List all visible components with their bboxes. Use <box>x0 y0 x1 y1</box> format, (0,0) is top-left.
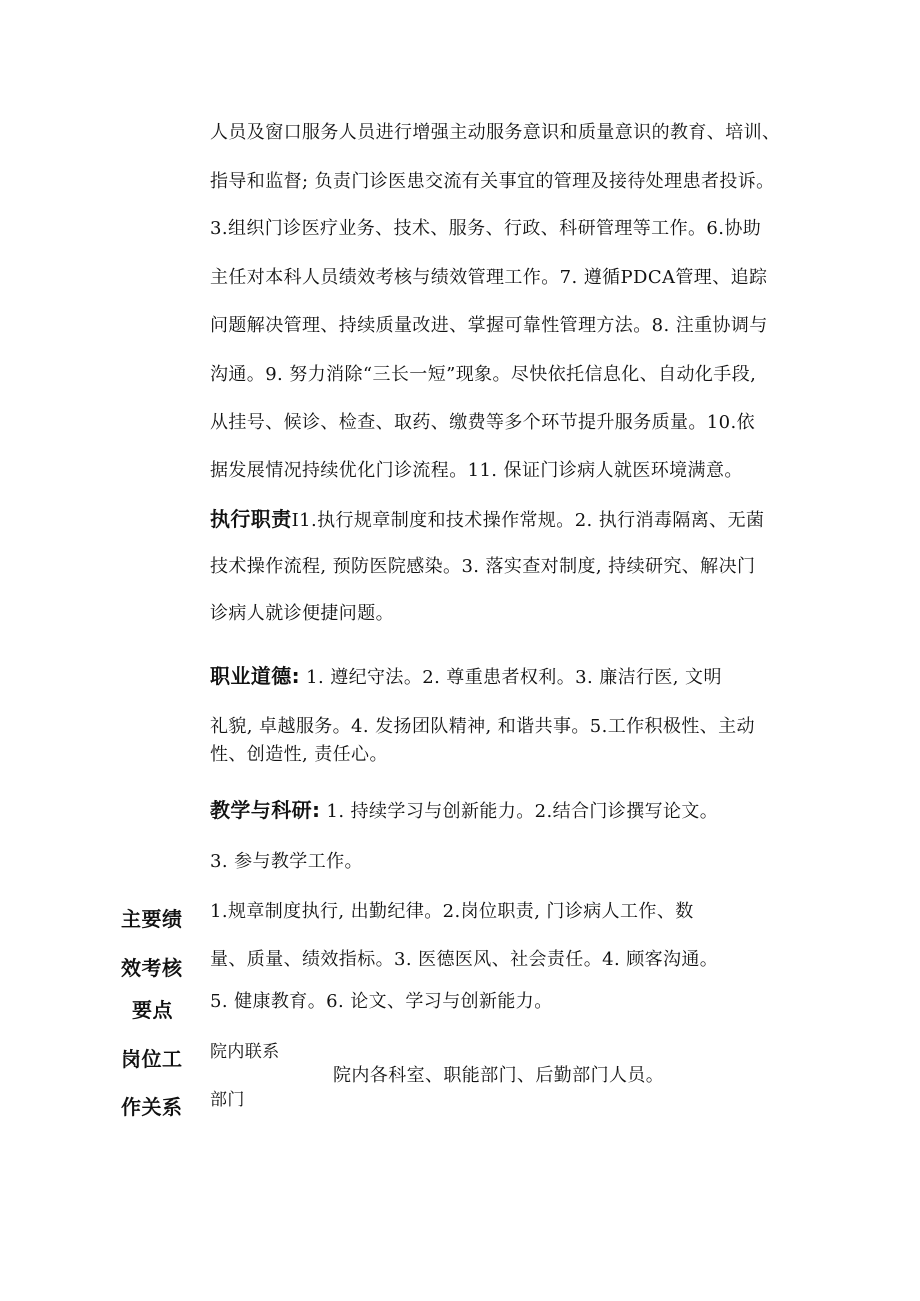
performance-label: 效考核 <box>121 956 183 980</box>
performance-label: 要点 <box>132 998 173 1022</box>
ethics-line: 1. 遵纪守法。2. 尊重患者权利。3. 廉洁行医, 文明 <box>300 667 722 688</box>
execution-line: 诊病人就诊便捷问题。 <box>210 603 394 624</box>
relations-label: 岗位工 <box>121 1047 183 1071</box>
management-line: 从挂号、候诊、检查、取药、缴费等多个环节提升服务质量。10.依 <box>210 412 756 433</box>
execution-line: I1.执行规章制度和技术操作常规。2. 执行消毒隔离、无菌 <box>291 510 765 531</box>
ethics-section <box>210 664 722 690</box>
performance-label: 主要绩 <box>121 907 183 931</box>
management-line: 主任对本科人员绩效考核与绩效管理工作。7. 遵循PDCA管理、追踪 <box>210 267 768 288</box>
performance-line: 1.规章制度执行, 出勤纪律。2.岗位职责, 门诊病人工作、数 <box>210 901 694 922</box>
execution-heading: 执行职责 <box>210 507 292 531</box>
teaching-section <box>210 798 718 824</box>
relations-sub-label: 院内联系 <box>210 1042 280 1062</box>
execution-section <box>210 507 764 533</box>
ethics-line: 礼貌, 卓越服务。4. 发扬团队精神, 和谐共事。5.工作积极性、主动 <box>210 716 755 737</box>
performance-line: 5. 健康教育。6. 论文、学习与创新能力。 <box>210 991 553 1012</box>
relations-label: 作关系 <box>121 1095 183 1119</box>
management-line: 问题解决管理、持续质量改进、掌握可靠性管理方法。8. 注重协调与 <box>210 315 768 336</box>
management-line: 沟通。9. 努力消除“三长一短”现象。尽快依托信息化、自动化手段, <box>210 364 757 385</box>
teaching-line: 1. 持续学习与创新能力。2.结合门诊撰写论文。 <box>320 801 719 822</box>
ethics-line: 性、创造性, 责任心。 <box>210 744 388 765</box>
ethics-heading: 职业道德: <box>210 664 300 688</box>
relations-value: 院内各科室、职能部门、后勤部门人员。 <box>333 1065 665 1086</box>
management-line: 人员及窗口服务人员进行增强主动服务意识和质量意识的教育、培训、 <box>210 122 781 143</box>
execution-line: 技术操作流程, 预防医院感染。3. 落实查对制度, 持续研究、解决门 <box>210 556 756 577</box>
teaching-heading: 教学与科研: <box>210 798 321 822</box>
management-line: 据发展情况持续优化门诊流程。11. 保证门诊病人就医环境满意。 <box>210 460 743 481</box>
teaching-line: 3. 参与教学工作。 <box>210 851 363 872</box>
relations-sub-label: 部门 <box>210 1090 245 1110</box>
performance-line: 量、质量、绩效指标。3. 医德医风、社会责任。4. 顾客沟通。 <box>210 949 719 970</box>
management-line: 指导和监督; 负责门诊医患交流有关事宜的管理及接待处理患者投诉。 <box>210 171 775 192</box>
management-line: 3.组织门诊医疗业务、技术、服务、行政、科研管理等工作。6.协助 <box>210 218 762 239</box>
